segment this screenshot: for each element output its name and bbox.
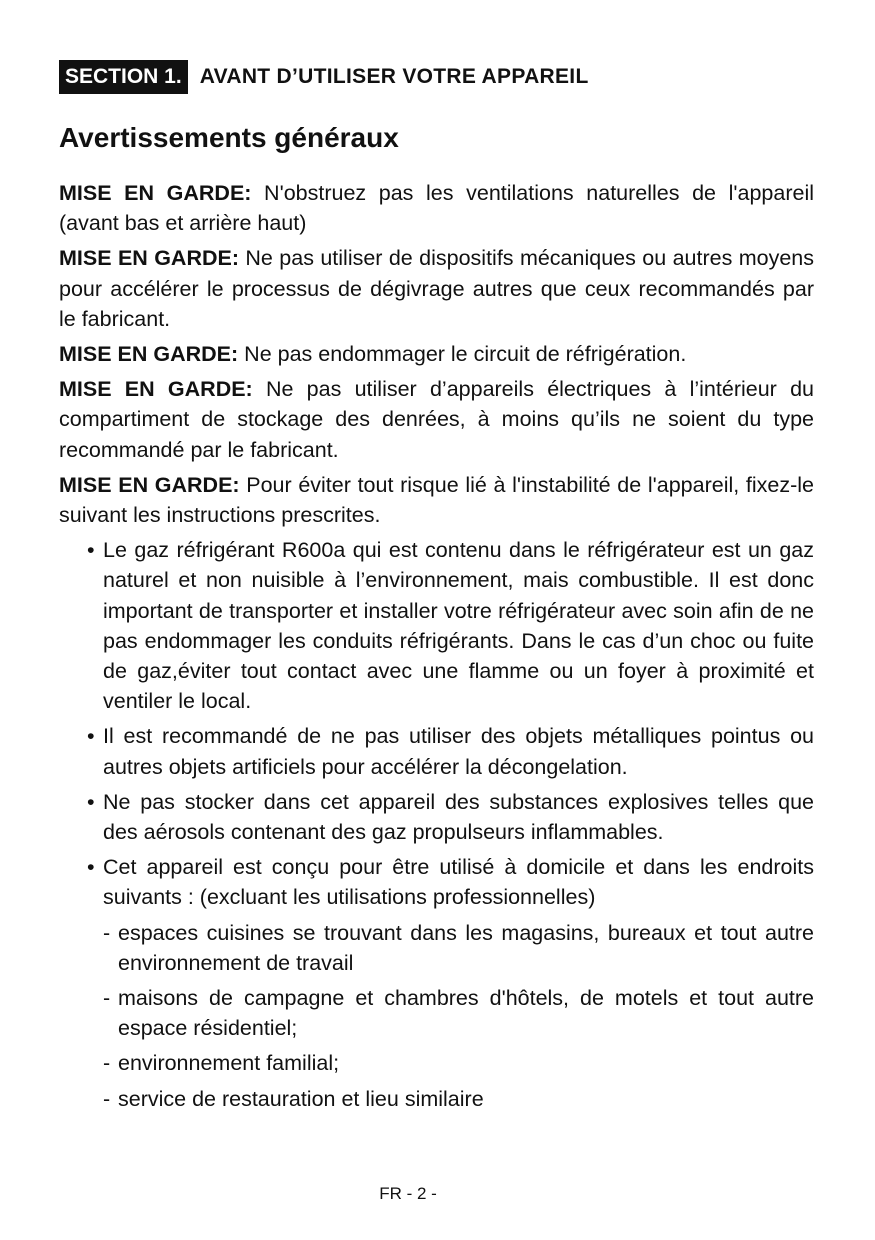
warning-text: N'obstruez pas les ventilations naturelles de l'appareil (avant bas et arrière haut) bbox=[59, 181, 815, 236]
warning-text: Pour éviter tout risque lié à l'instabilité de l'appareil, fixez-le suivant les instructions prescrites. bbox=[59, 472, 814, 528]
document-body bbox=[59, 178, 814, 1119]
warning-label: MISE EN GARDE: bbox=[59, 246, 240, 271]
usage-item: - maisons de campagne et chambres d'hôtels, de motels et tout autre espace résidentiel; bbox=[118, 983, 814, 1043]
warning-text: Ne pas utiliser de dispositifs mécaniques ou autres moyens pour accélérer le processus de dégivrage autres que ceux recommandés par le fabricant. bbox=[59, 246, 814, 331]
warning-label: MISE EN GARDE: bbox=[59, 472, 240, 497]
warning-text: Ne pas utiliser d’appareils électriques à l’intérieur du compartiment de stockage des denrées, à moins qu’ils ne soient du type recommandé par le fabricant. bbox=[59, 377, 814, 462]
page-number: FR - 2 - bbox=[379, 1184, 437, 1203]
page-heading: Avertissements généraux bbox=[59, 122, 399, 153]
warning-paragraph bbox=[59, 470, 814, 530]
warning-paragraph bbox=[59, 339, 814, 369]
warning-paragraph bbox=[59, 243, 814, 334]
warning-label: MISE EN GARDE: bbox=[59, 377, 253, 402]
warning-paragraph bbox=[59, 374, 814, 465]
section-header bbox=[59, 60, 589, 94]
bullet-list bbox=[59, 535, 814, 912]
warning-label: MISE EN GARDE: bbox=[59, 181, 252, 205]
warning-label: MISE EN GARDE: bbox=[59, 342, 239, 367]
bullet-item: • Cet appareil est conçu pour être utilisé à domicile et dans les endroits suivants : (excluant les utilisations professionnelles) bbox=[103, 852, 814, 912]
bullet-item: • Le gaz réfrigérant R600a qui est contenu dans le réfrigérateur est un gaz naturel et non nuisible à l’environnement, mais combustible. Il est donc important de transporter et installer votre réfrigérateur avec soin afin de ne pas endommager les conduits réfrigérants. Dans le cas d’un choc ou fuite de gaz,éviter tout contact avec une flamme ou un foyer à proximité et ventiler le local. bbox=[103, 535, 814, 716]
bullet-item: • Il est recommandé de ne pas utiliser des objets métalliques pointus ou autres objets artificiels pour accélérer la décongelation. bbox=[103, 721, 814, 781]
section-title: AVANT D’UTILISER VOTRE APPAREIL bbox=[199, 65, 589, 88]
usage-item: - service de restauration et lieu similaire bbox=[118, 1084, 814, 1114]
warning-paragraph bbox=[59, 178, 814, 238]
usage-list bbox=[59, 918, 814, 1114]
section-badge: SECTION 1. bbox=[59, 60, 188, 94]
warning-text: Ne pas endommager le circuit de réfrigération. bbox=[238, 342, 687, 367]
usage-item: - environnement familial; bbox=[118, 1048, 814, 1078]
usage-item: - espaces cuisines se trouvant dans les magasins, bureaux et tout autre environnement de travail bbox=[118, 918, 814, 978]
bullet-item: • Ne pas stocker dans cet appareil des substances explosives telles que des aérosols contenant des gaz propulseurs inflammables. bbox=[103, 787, 814, 847]
